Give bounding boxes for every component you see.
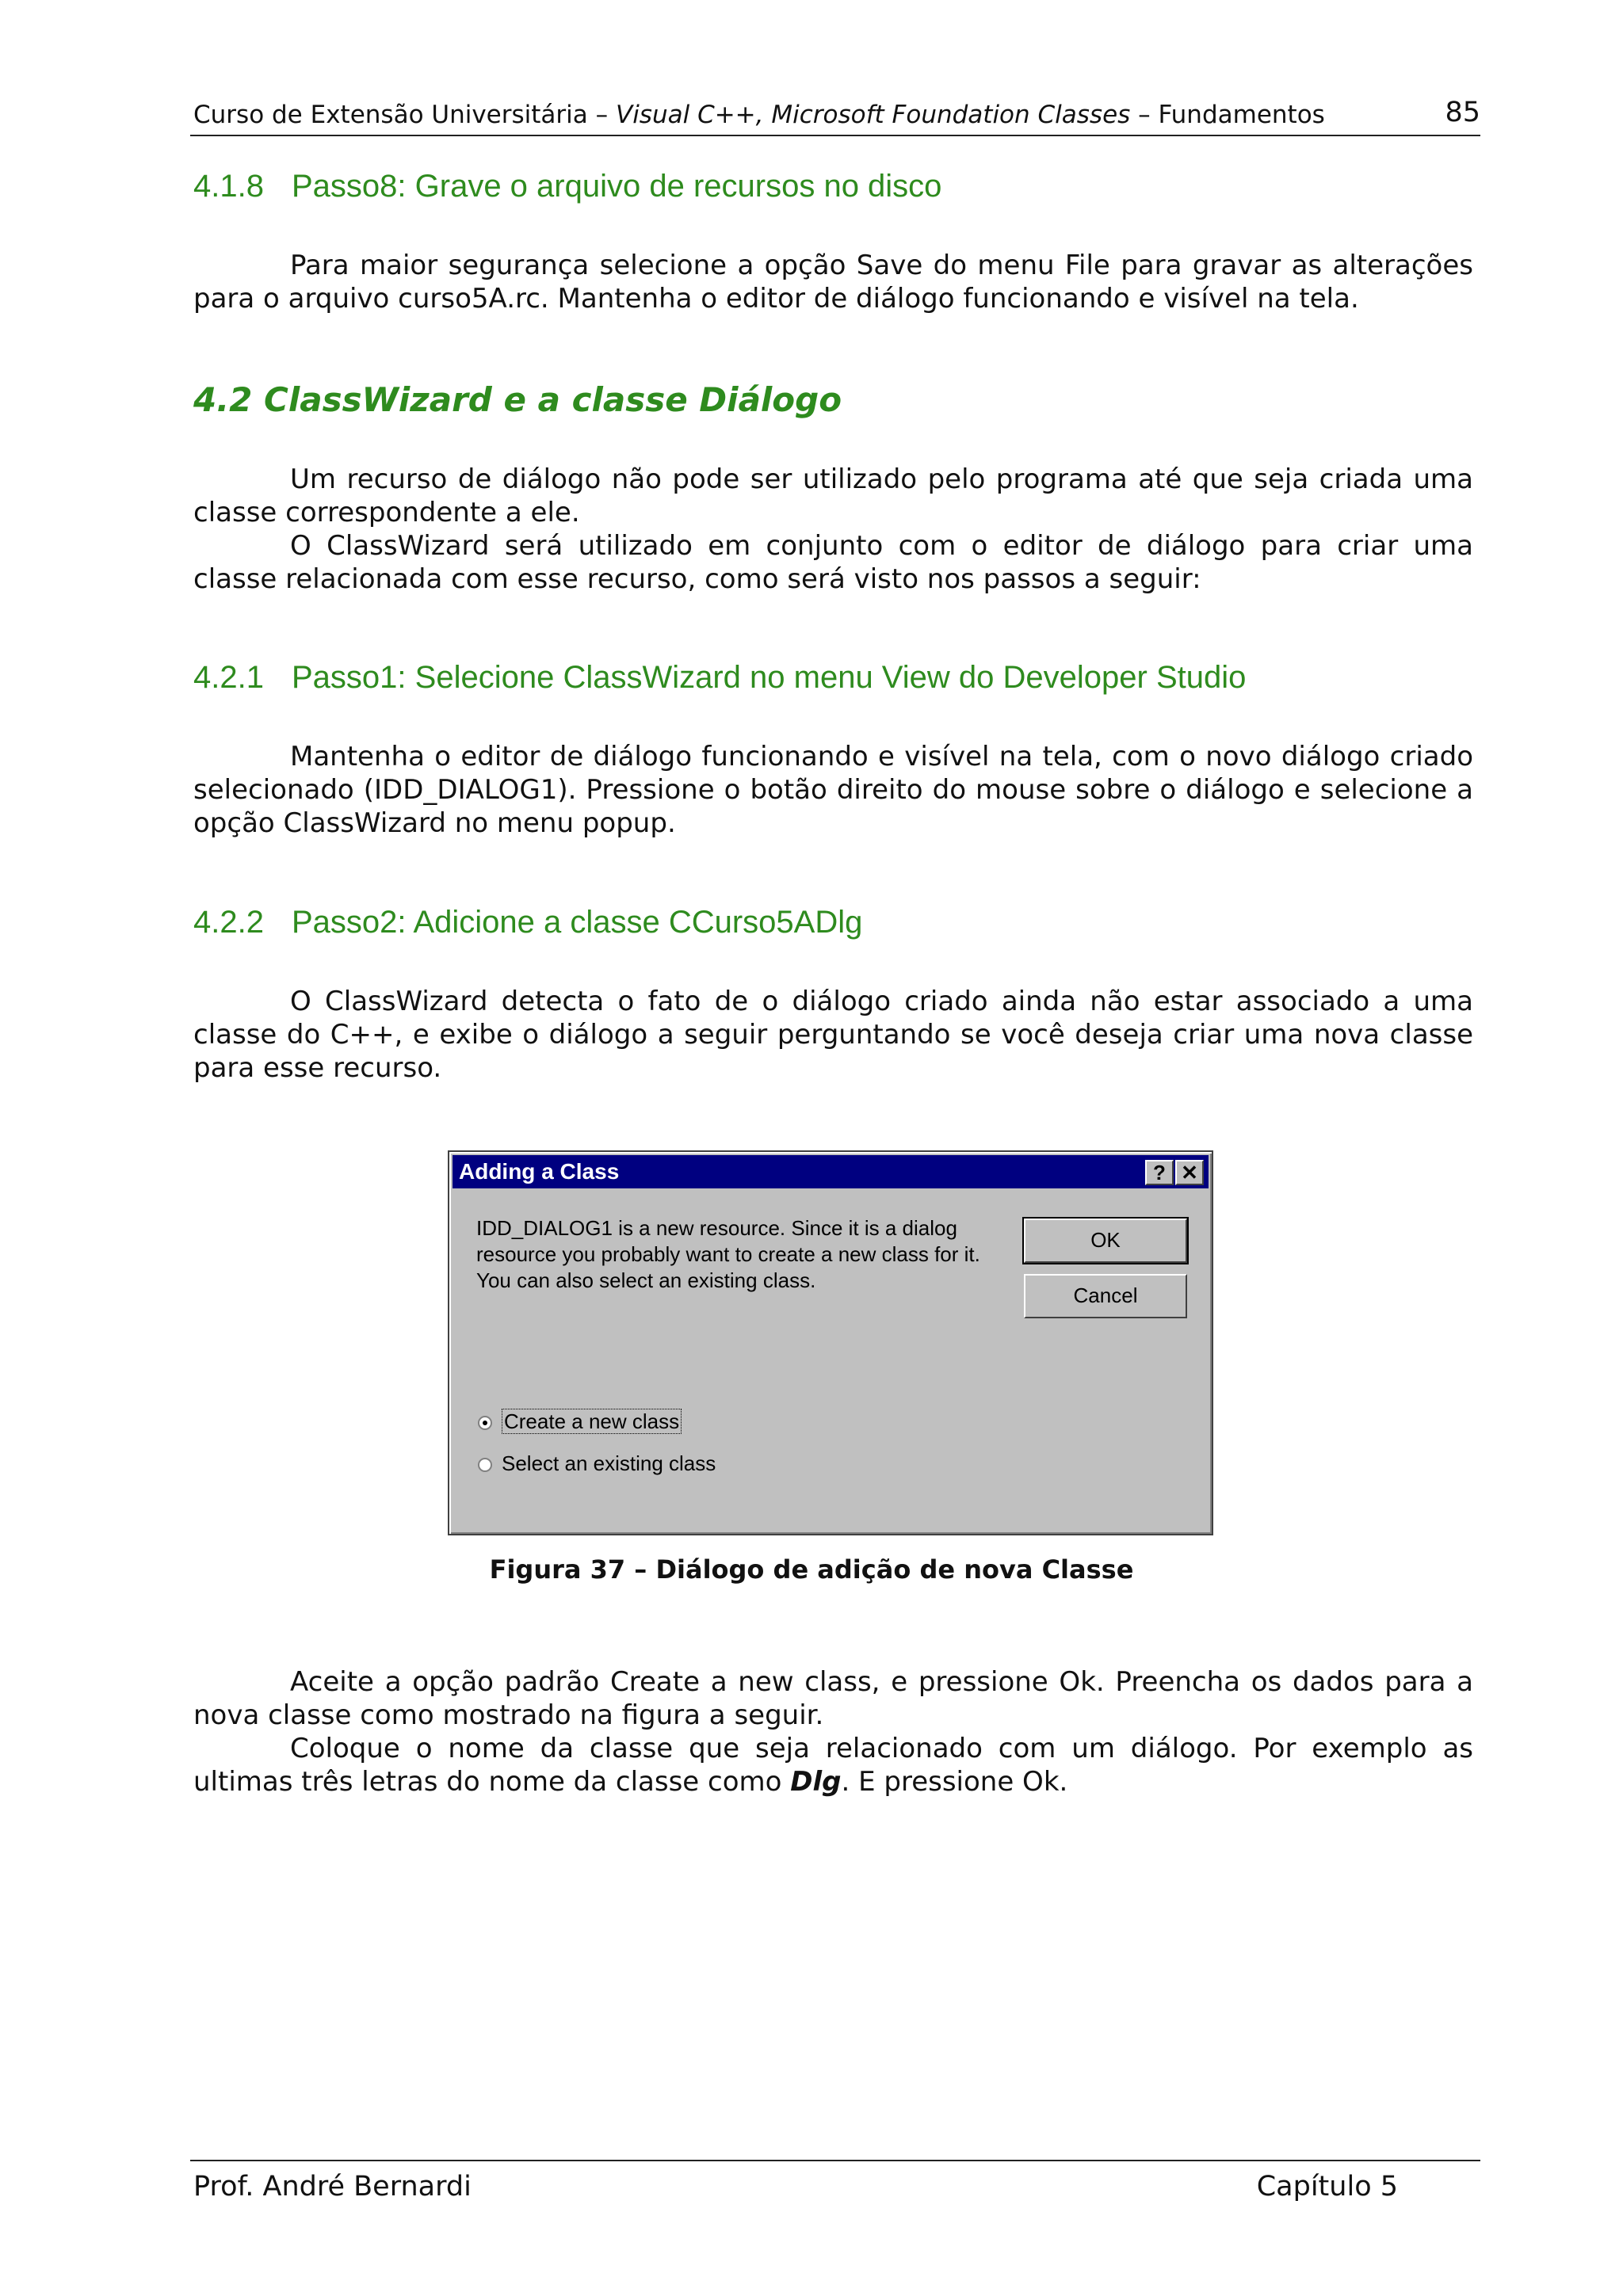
header-suffix: – Fundamentos (1130, 101, 1325, 129)
header-prefix: Curso de Extensão Universitária – (193, 101, 616, 129)
close-button[interactable] (1175, 1160, 1204, 1185)
radio-label: Create a new class (502, 1409, 682, 1434)
dialog-titlebar (453, 1155, 1209, 1188)
heading-number: 4.1.8 (193, 169, 264, 204)
heading-title: Passo2: Adicione a classe CCurso5ADlg (292, 905, 863, 940)
ok-button[interactable]: OK (1024, 1219, 1187, 1263)
figure-caption: Figura 37 – Diálogo de adição de nova Classe (489, 1554, 1134, 1585)
help-icon: ? (1153, 1161, 1166, 1184)
heading-title: Passo8: Grave o arquivo de recursos no disco (292, 169, 942, 204)
radio-label: Select an existing class (502, 1451, 716, 1475)
paragraph-text: . E pressione Ok. (841, 1766, 1068, 1798)
paragraph: Mantenha o editor de diálogo funcionando e visível na tela, com o novo diálogo criado selecionado (IDD_DIALOG1). Pressione o botão direito do mouse sobre o diálogo e selecione a opção ClassWizard no menu popup. (193, 741, 1473, 839)
heading-4-2-1 (193, 660, 1246, 696)
heading-number: 4.2.1 (193, 660, 264, 695)
footer-rule (190, 2160, 1480, 2161)
paragraph: Aceite a opção padrão Create a new class, e pressione Ok. Preencha os dados para a nova classe como mostrado na figura a seguir. (193, 1666, 1473, 1731)
adding-class-dialog (448, 1150, 1213, 1535)
heading-title: Passo1: Selecione ClassWizard no menu View do Developer Studio (292, 660, 1247, 695)
header-rule (190, 135, 1480, 136)
heading-4-2: 4.2 ClassWizard e a classe Diálogo (193, 380, 842, 419)
heading-4-1-8 (193, 169, 941, 204)
bold-text: Dlg (790, 1766, 842, 1798)
dialog-title: Adding a Class (459, 1159, 620, 1184)
paragraph: O ClassWizard detecta o fato de o diálogo criado ainda não estar associado a uma classe do C++, e exibe o diálogo a seguir perguntando se você deseja criar uma nova classe para esse recurso. (193, 986, 1473, 1084)
running-header (193, 101, 1325, 129)
header-italic: Visual C++, Microsoft Foundation Classes (615, 101, 1131, 129)
radio-create-new-class[interactable] (478, 1409, 682, 1434)
dialog-message: IDD_DIALOG1 is a new resource. Since it is a dialog resource you probably want to create a new class for it. You can also select an existing class. (476, 1216, 980, 1292)
paragraph (193, 1732, 1473, 1798)
cancel-button[interactable]: Cancel (1024, 1274, 1187, 1318)
footer-chapter: Capítulo 5 (1256, 2171, 1398, 2203)
paragraph: Um recurso de diálogo não pode ser utilizado pelo programa até que seja criada uma classe correspondente a ele. (193, 463, 1473, 528)
heading-number: 4.2.2 (193, 905, 264, 940)
page-number: 85 (1445, 97, 1480, 128)
paragraph-text: Coloque o nome da classe que seja relacionado com um diálogo. Por exemplo as ultimas três letras do nome da classe como (193, 1733, 1473, 1798)
radio-unselected-icon (478, 1458, 492, 1472)
close-icon: ✕ (1181, 1161, 1198, 1184)
footer-author: Prof. André Bernardi (193, 2171, 472, 2203)
radio-selected-icon (478, 1416, 492, 1430)
heading-4-2-2 (193, 905, 862, 940)
paragraph: Para maior segurança selecione a opção Save do menu File para gravar as alterações para o arquivo curso5A.rc. Mantenha o editor de diálogo funcionando e visível na tela. (193, 250, 1473, 315)
radio-select-existing-class[interactable] (478, 1451, 716, 1476)
help-button[interactable] (1145, 1160, 1174, 1185)
paragraph: O ClassWizard será utilizado em conjunto com o editor de diálogo para criar uma classe relacionada com esse recurso, como será visto nos passos a seguir: (193, 530, 1473, 595)
